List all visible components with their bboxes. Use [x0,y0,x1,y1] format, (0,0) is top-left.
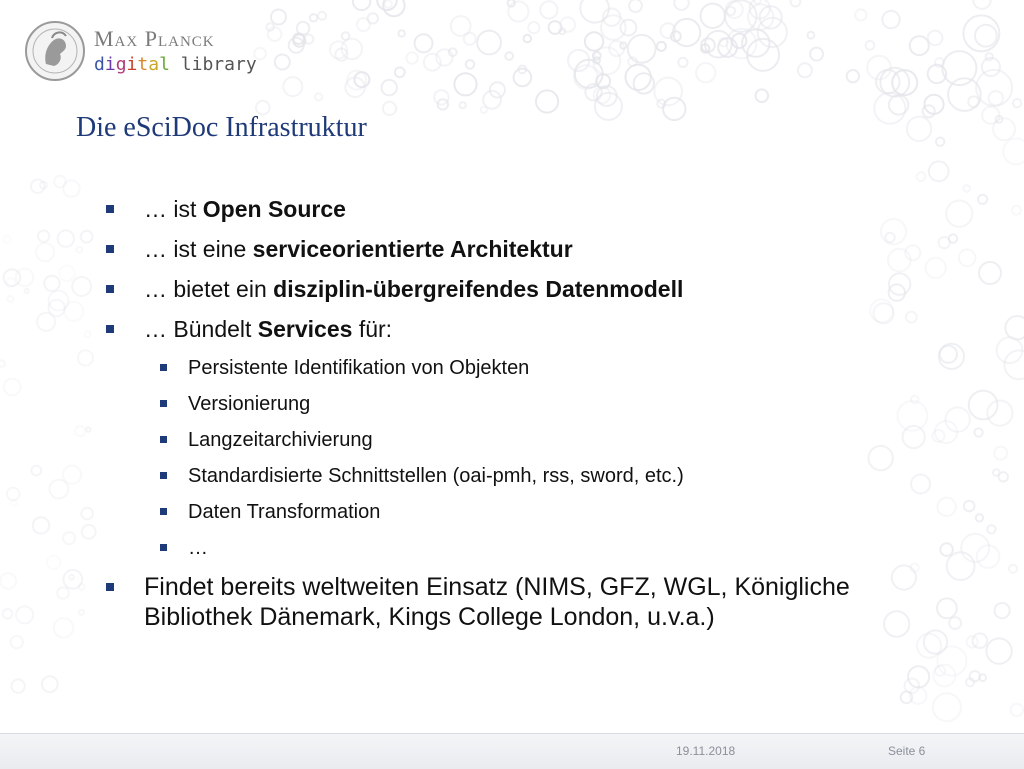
sub-bullet: Persistente Identifikation von Objekten [106,356,886,380]
logo-letter: t [137,54,149,75]
sub-bullet: Daten Transformation [106,500,886,524]
sub-bullet: Langzeitarchivierung [106,428,886,452]
logo-max-planck-text: Max Planck [94,26,215,51]
bullet-text: … Bündelt [144,316,258,342]
bullet-services [106,316,886,342]
bullet-bold-text: disziplin-übergreifendes Datenmodell [273,276,684,302]
bullet-open-source [106,196,886,222]
max-planck-logo [24,20,257,82]
bullet-einsatz: Findet bereits weltweiten Einsatz (NIMS, GFZ, WGL, Königliche Bibliothek Dänemark, Kings College London, u.v.a.) [106,572,886,632]
bullet-text: … ist [144,196,203,222]
logo-letter: a [224,54,235,75]
bullet-bold-text: Services [257,316,353,342]
bullet-datenmodell [106,276,886,302]
bullet-text: … ist eine [144,236,253,262]
sub-bullet: Versionierung [106,392,886,416]
footer-date: 19.11.2018 [676,744,736,758]
minerva-seal-icon [24,20,86,82]
slide-title: Die eSciDoc Infrastruktur [76,112,367,143]
logo-letter: r [234,54,246,75]
logo-letter: i [126,54,138,75]
logo-letter: l [159,54,170,75]
footer-band [0,733,1024,769]
logo-letter: b [202,54,214,75]
logo-letter: a [148,54,160,75]
logo-letter: i [104,54,116,75]
bullet-bold-text: serviceorientierte Architektur [252,236,573,262]
bullet-text: … bietet ein [144,276,274,302]
logo-letter [170,56,181,74]
logo-letter: r [213,54,225,75]
bullet-text: für: [352,316,393,342]
logo-digital-library-text [94,56,257,74]
sub-bullet: … [106,536,886,560]
bullet-bold-text: Open Source [202,196,346,222]
logo-letter: d [94,54,105,75]
bullet-architektur [106,236,886,262]
footer-page-number: Seite 6 [888,744,926,758]
bullet-list [106,196,886,646]
logo-letter: l [180,54,192,75]
logo-letter: y [245,54,257,75]
sub-bullet: Standardisierte Schnittstellen (oai-pmh, rss, sword, etc.) [106,464,886,488]
logo-letter: g [115,54,127,75]
logo-letter: i [191,54,203,75]
